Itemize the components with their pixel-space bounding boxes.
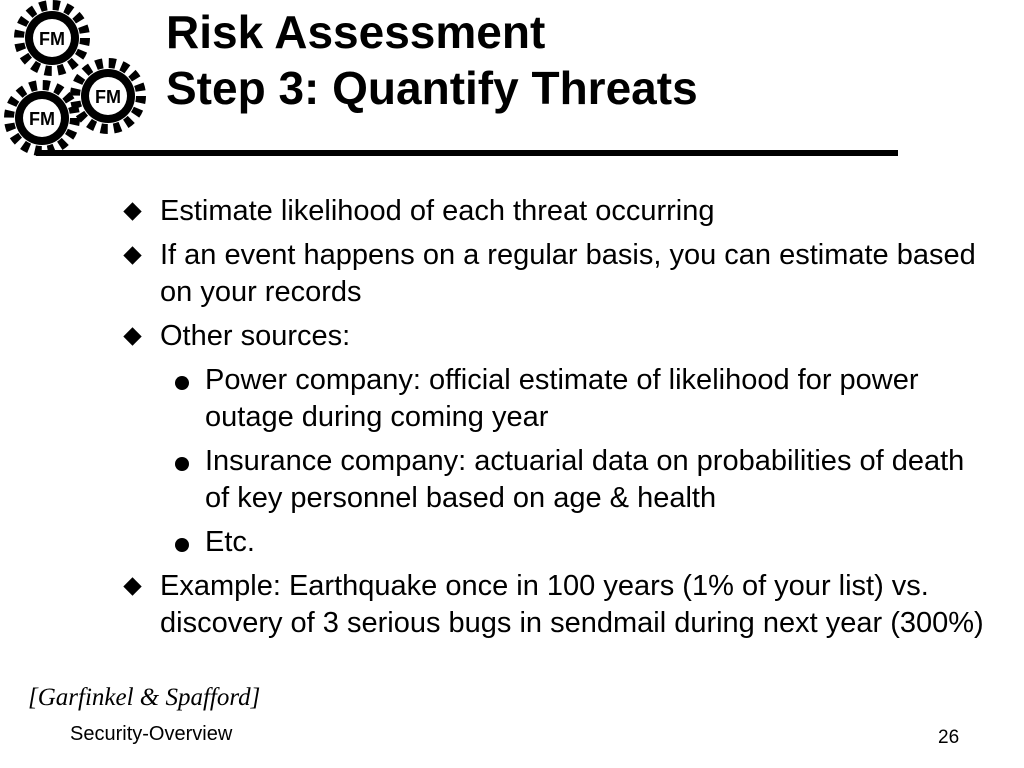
- bullet-text: Estimate likelihood of each threat occurring: [160, 195, 715, 227]
- svg-text:FM: FM: [95, 87, 121, 107]
- diamond-bullet-icon: [123, 246, 141, 264]
- svg-text:FM: FM: [39, 29, 65, 49]
- dot-bullet-icon: [175, 457, 189, 471]
- title-divider: [36, 150, 898, 156]
- gear-icon-bottom: [9, 85, 75, 151]
- dot-bullet-icon: [175, 538, 189, 552]
- dot-bullet-icon: [175, 376, 189, 390]
- bullet-text: Other sources:: [160, 320, 351, 352]
- title-line-2: Step 3: Quantify Threats: [166, 62, 698, 114]
- bullet-item: [122, 568, 992, 642]
- sub-bullet-item: [160, 362, 992, 436]
- bullet-text: If an event happens on a regular basis, you can estimate based on your records: [160, 239, 976, 308]
- bullet-item: [122, 237, 992, 311]
- diamond-bullet-icon: [123, 202, 141, 220]
- sub-bullet-text: Insurance company: actuarial data on probabilities of death of key personnel based on age & health: [205, 445, 965, 514]
- svg-text:FM: FM: [29, 109, 55, 129]
- bullet-item: [122, 193, 992, 230]
- citation: [Garfinkel & Spafford]: [28, 684, 261, 711]
- diamond-bullet-icon: [123, 577, 141, 595]
- sub-bullet-list: [160, 362, 992, 561]
- sub-bullet-text: Etc.: [205, 526, 255, 558]
- sub-bullet-text: Power company: official estimate of likelihood for power outage during coming year: [205, 364, 919, 433]
- footer-title: Security-Overview: [70, 723, 233, 745]
- bullet-item: [122, 318, 992, 561]
- gear-icon-right: [75, 63, 141, 129]
- slide-title: [166, 4, 698, 116]
- bullet-text: Example: Earthquake once in 100 years (1% of your list) vs. discovery of 3 serious bugs in sendmail during next year (300%): [160, 570, 984, 639]
- diamond-bullet-icon: [123, 327, 141, 345]
- gear-icon-top: [19, 5, 85, 71]
- sub-bullet-item: [160, 524, 992, 561]
- bullet-list: [122, 193, 992, 649]
- title-line-1: Risk Assessment: [166, 6, 546, 58]
- sub-bullet-item: [160, 443, 992, 517]
- page-number: 26: [938, 727, 960, 748]
- fm-gears-logo: [0, 0, 160, 158]
